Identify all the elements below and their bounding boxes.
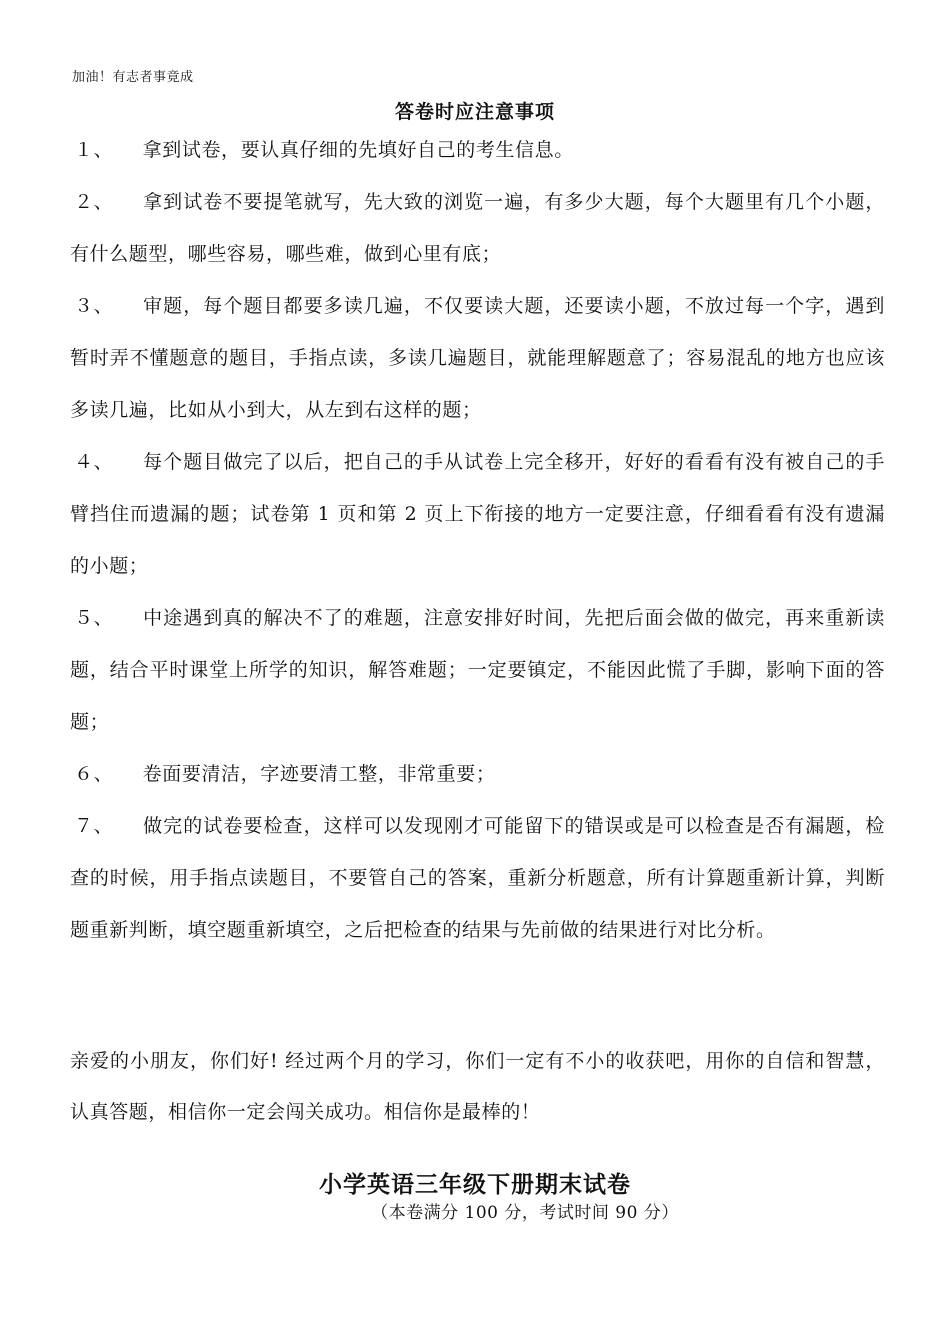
- notice-title: 答卷时应注意事项: [394, 101, 555, 123]
- item-text: 每个题目做完了以后，把自己的手从试卷上完全移开，好好的看看有没有被自己的手臂挡住而遗漏的题；试卷第 1 页和第 2 页上下衔接的地方一定要注意，仔细看看有没有遗漏的小题；: [70, 451, 885, 577]
- item-number: ５、: [74, 607, 114, 629]
- exam-subtitle: （本卷满分 100 分，考试时间 90 分）: [371, 1203, 679, 1223]
- item-text: 拿到试卷不要提笔就写，先大致的浏览一遍，有多少大题，每个大题里有几个小题，有什么题型，哪些容易，哪些难，做到心里有底；: [70, 191, 885, 265]
- notice-item: [70, 592, 885, 748]
- item-number: ４、: [74, 451, 114, 473]
- notice-item: [70, 176, 885, 280]
- item-number: ６、: [74, 763, 114, 785]
- item-number: １、: [74, 139, 114, 161]
- item-text: 审题，每个题目都要多读几遍，不仅要读大题，还要读小题，不放过每一个字，遇到暂时弄不懂题意的题目，手指点读，多读几遍题目，就能理解题意了；容易混乱的地方也应该多读几遍，比如从小到大，从左到右这样的题；: [70, 295, 885, 421]
- item-number: ３、: [74, 295, 114, 317]
- exam-title: 小学英语三年级下册期末试卷: [319, 1171, 631, 1198]
- notice-item: [70, 280, 885, 436]
- header-motto: 加油！有志者事竟成: [72, 70, 194, 85]
- notice-item: [70, 436, 885, 592]
- item-text: 做完的试卷要检查，这样可以发现刚才可能留下的错误或是可以检查是否有漏题，检查的时候，用手指点读题目，不要管自己的答案，重新分析题意，所有计算题重新计算，判断题重新判断，填空题重新填空，之后把检查的结果与先前做的结果进行对比分析。: [70, 815, 885, 941]
- notice-list: [70, 124, 885, 956]
- notice-item: [70, 748, 885, 800]
- item-text: 拿到试卷，要认真仔细的先填好自己的考生信息。: [136, 139, 574, 161]
- notice-item: [70, 124, 885, 176]
- item-text: 中途遇到真的解决不了的难题，注意安排好时间，先把后面会做的做完，再来重新读题，结合平时课堂上所学的知识，解答难题；一定要镇定，不能因此慌了手脚，影响下面的答题；: [70, 607, 885, 733]
- item-number: ２、: [74, 191, 114, 213]
- notice-item: [70, 800, 885, 956]
- item-text: 卷面要清洁，字迹要清工整，非常重要；: [136, 763, 496, 785]
- greeting-paragraph: 亲爱的小朋友，你们好! 经过两个月的学习，你们一定有不小的收获吧，用你的自信和智慧，认真答题，相信你一定会闯关成功。相信你是最棒的！: [70, 1050, 885, 1123]
- item-number: ７、: [74, 815, 114, 837]
